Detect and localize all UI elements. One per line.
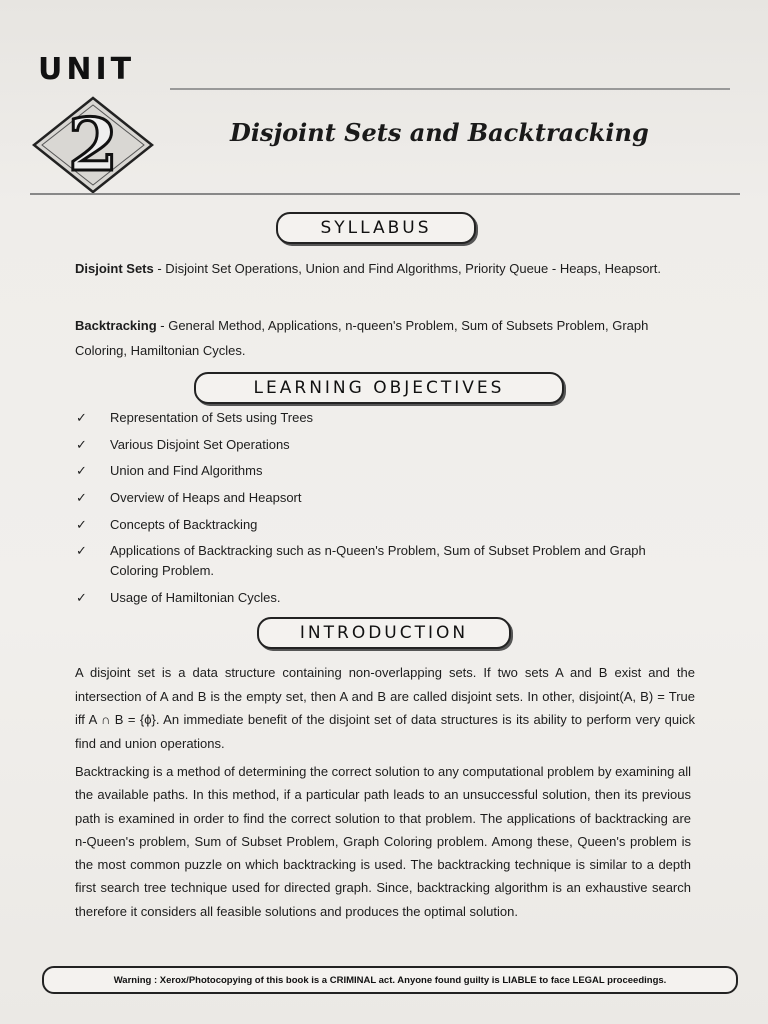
check-icon: ✓: [76, 516, 87, 532]
list-item: [76, 515, 696, 535]
introduction-paragraph-backtracking: Backtracking is a method of determining the correct solution to any computational problem by examining all the available paths. In this method, if a particular path leads to an unsuccessful solution, then its previous path is examined in order to find the correct solution to that problem. The applications of backtracking are n-Queen's problem, Sum of Subset Problem, Graph Coloring problem. Among these, Queen's problem is the most common puzzle on which backtracking is used. The backtracking technique is similar to a depth first search tree technique used for directed graph. Since, backtracking algorithm is an exhaustive search therefore it considers all feasible solutions and produces the optimal solution.: [75, 764, 691, 919]
syllabus-term: Disjoint Sets: [75, 261, 154, 276]
introduction-heading: INTRODUCTION: [257, 617, 511, 649]
unit-number-badge: [32, 96, 154, 194]
list-item: [76, 488, 696, 508]
objective-text: Applications of Backtracking such as n-Queen's Problem, Sum of Subset Problem and Graph Coloring Problem.: [110, 543, 646, 579]
learning-objectives-heading: LEARNING OBJECTIVES: [194, 372, 564, 404]
check-icon: ✓: [76, 463, 87, 479]
list-item: [76, 541, 696, 581]
header-bottom-rule: [30, 193, 740, 195]
syllabus-text: - Disjoint Set Operations, Union and Find Algorithms, Priority Queue - Heaps, Heapsort.: [153, 261, 661, 276]
objective-text: Various Disjoint Set Operations: [110, 436, 290, 452]
header-top-rule: [170, 88, 730, 90]
check-icon: ✓: [76, 436, 87, 452]
syllabus-item-backtracking: [75, 313, 695, 363]
list-item: [76, 461, 696, 481]
list-item: [76, 408, 696, 428]
check-icon: ✓: [76, 590, 87, 606]
objective-text: Overview of Heaps and Heapsort: [110, 490, 302, 506]
introduction-paragraph-disjoint-set: A disjoint set is a data structure containing non-overlapping sets. If two sets A and B exist and the intersection of A and B is the empty set, then A and B are called disjoint sets. In other, disjoint(A, B) = True iff A ∩ B = {ϕ}. An immediate benefit of the disjoint set of data structures is its ability to perform very quick find and union operations.: [75, 665, 695, 751]
unit-number: 2: [67, 102, 119, 187]
check-icon: ✓: [76, 410, 87, 425]
syllabus-text: - General Method, Applications, n-queen's Problem, Sum of Subsets Problem, Graph Coloring, Hamiltonian Cycles.: [75, 318, 649, 358]
list-item: [76, 588, 696, 608]
syllabus-heading: SYLLABUS: [276, 212, 476, 244]
syllabus-item-disjoint-sets: [75, 256, 695, 281]
check-icon: ✓: [76, 490, 87, 506]
objective-text: Concepts of Backtracking: [110, 516, 258, 532]
list-item: [76, 435, 696, 455]
copyright-warning: Warning : Xerox/Photocopying of this book is a CRIMINAL act. Anyone found guilty is LIABLE to face LEGAL proceedings.: [42, 966, 738, 994]
objective-text: Usage of Hamiltonian Cycles.: [110, 590, 281, 606]
unit-label: UNIT: [38, 52, 136, 87]
objective-text: Representation of Sets using Trees: [110, 410, 314, 425]
check-icon: ✓: [76, 543, 87, 559]
objective-text: Union and Find Algorithms: [110, 463, 263, 479]
syllabus-term: Backtracking: [75, 318, 157, 333]
chapter-title: Disjoint Sets and Backtracking: [230, 118, 649, 147]
objectives-list: [76, 408, 696, 615]
